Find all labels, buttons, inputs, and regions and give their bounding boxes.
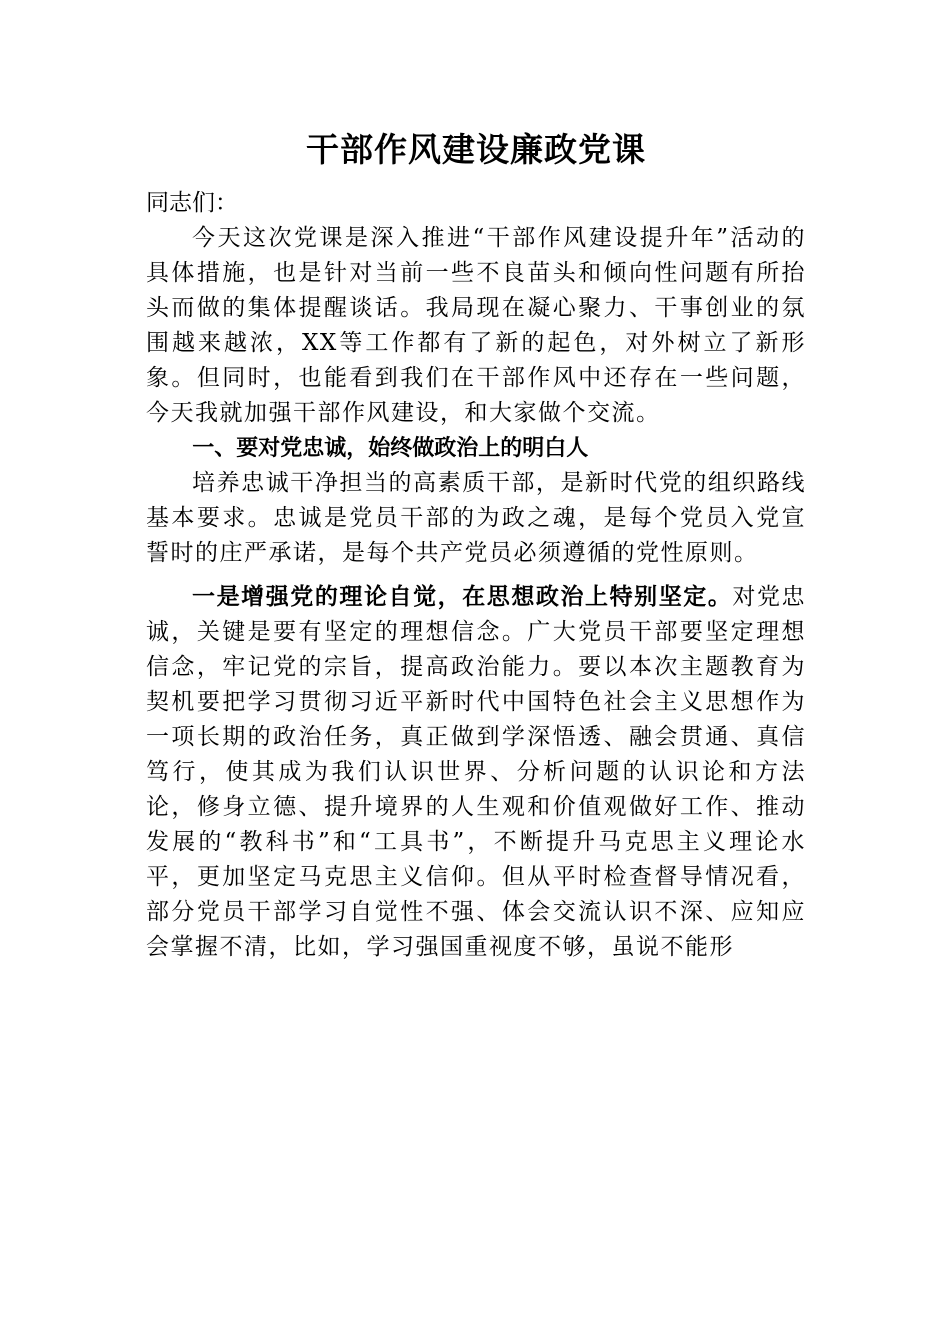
point-one-body: 对党忠诚，关键是要有坚定的理想信念。广大党员干部要坚定理想信念，牢记党的宗旨，提高政治能力。要以本次主题教育为契机要把学习贯彻习近平新时代中国特色社会主义思想作为一项长期的政治任务，真正做到学深悟透、融会贯通、真信笃行，使其成为我们认识世界、分析问题的认识论和方法论，修身立德、提升境界的人生观和价值观做好工作、推动发展的“教科书”和“工具书”，不断提升马克思主义理论水平，更加坚定马克思主义信仰。但从平时检查督导情况看，部分党员干部学习自觉性不强、体会交流认识不深、应知应会掌握不清，比如，学习强国重视度不够，虽说不能形 <box>146 584 806 960</box>
document-title: 干部作风建设廉政党课 <box>306 130 646 169</box>
section-1-paragraph: 培养忠诚干净担当的高素质干部，是新时代党的组织路线基本要求。忠诚是党员干部的为政之魂，是每个党员入党宣誓时的庄严承诺，是每个共产党员必须遵循的党性原则。 <box>146 470 806 566</box>
point-one-lead: 一是增强党的理论自觉，在思想政治上特别坚定。 <box>192 583 733 610</box>
document-page <box>146 128 806 965</box>
salutation: 同志们： <box>146 190 238 216</box>
point-one-paragraph <box>146 579 806 965</box>
section-heading-1: 一、要对党忠诚，始终做政治上的明白人 <box>192 436 589 461</box>
intro-paragraph: 今天这次党课是深入推进“干部作风建设提升年”活动的具体措施，也是针对当前一些不良苗头和倾向性问题有所抬头而做的集体提醒谈话。我局现在凝心聚力、干事创业的氛围越来越浓，XX等工作都有了新的起色，对外树立了新形象。但同时，也能看到我们在干部作风中还存在一些问题，今天我就加强干部作风建设，和大家做个交流。 <box>146 225 806 426</box>
